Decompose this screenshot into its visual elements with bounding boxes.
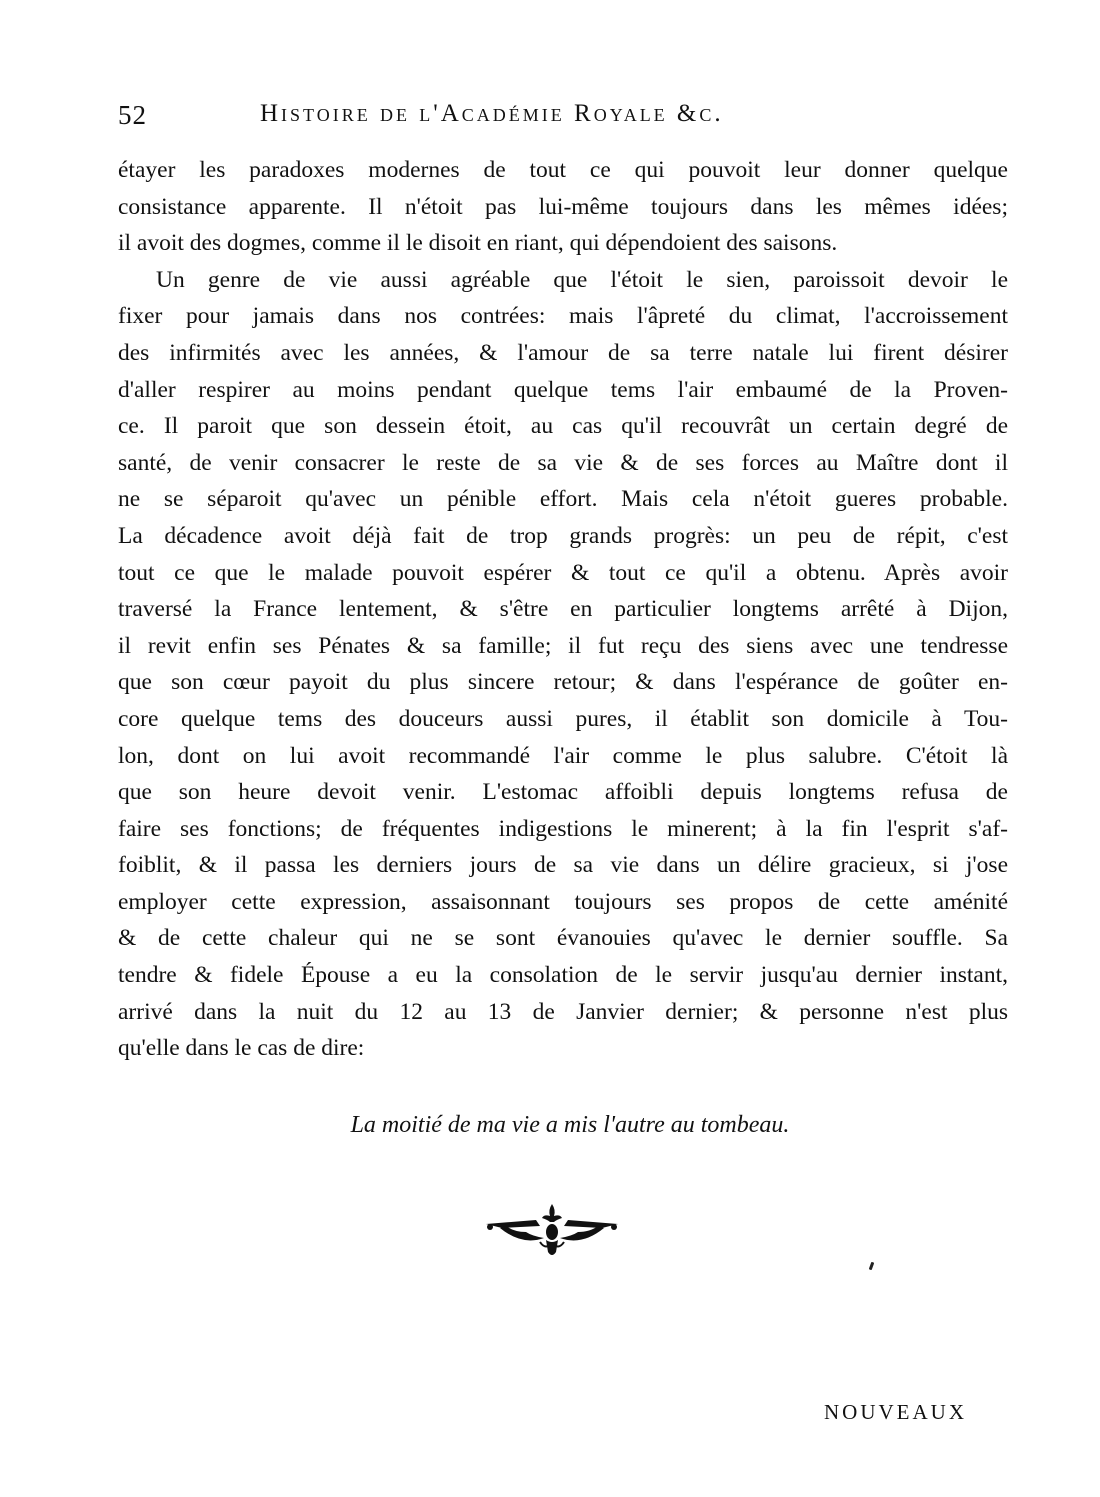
ink-speck: [869, 1262, 875, 1271]
text-line: d'aller respirer au moins pendant quelque tems l'air embaumé de la Proven-: [118, 376, 1008, 403]
text-line: qu'elle dans le cas de dire:: [118, 1035, 365, 1062]
text-line: que son cœur payoit du plus sincere retour; & dans l'espérance de goûter en-: [118, 669, 1008, 696]
text-line: Un genre de vie aussi agréable que l'étoit le sien, paroissoit devoir le: [156, 266, 1008, 293]
page-header: [118, 100, 978, 140]
text-line: traversé la France lentement, & s'être en particulier longtems arrêté à Dijon,: [118, 596, 1008, 623]
text-line: fixer pour jamais dans nos contrées: mais l'âpreté du climat, l'accroissement: [118, 303, 1008, 330]
text-line: il avoit des dogmes, comme il le disoit en riant, qui dépendoient des saisons.: [118, 230, 838, 257]
text-line: tendre & fidele Épouse a eu la consolation de le servir jusqu'au dernier instant,: [118, 962, 1008, 989]
text-line: étayer les paradoxes modernes de tout ce qui pouvoit leur donner quelque: [118, 157, 1008, 183]
catchword: NOUVEAUX: [824, 1400, 967, 1424]
fleuron-ornament-icon: [482, 1202, 622, 1262]
text-line: faire ses fonctions; de fréquentes indigestions le minerent; à la fin l'esprit s'af-: [118, 815, 1008, 842]
text-line: santé, de venir consacrer le reste de sa vie & de ses forces au Maître dont il: [118, 449, 1008, 476]
text-line: employer cette expression, assaisonnant toujours ses propos de cette aménité: [118, 888, 1008, 915]
text-line: ne se séparoit qu'avec un pénible effort. Mais cela n'étoit gueres probable.: [118, 486, 1008, 513]
text-line: & de cette chaleur qui ne se sont évanouies qu'avec le dernier souffle. Sa: [118, 925, 1008, 952]
text-line: ce. Il paroit que son dessein étoit, au cas qu'il recouvrât un certain degré de: [118, 413, 1008, 440]
text-line: des infirmités avec les années, & l'amour de sa terre natale lui firent désirer: [118, 339, 1008, 366]
text-line: arrivé dans la nuit du 12 au 13 de Janvier dernier; & personne n'est plus: [118, 998, 1008, 1025]
text-line: core quelque tems des douceurs aussi pures, il établit son domicile à Tou-: [118, 705, 1008, 732]
text-line: foiblit, & il passa les derniers jours de sa vie dans un délire gracieux, si j'ose: [118, 852, 1008, 879]
text-line: tout ce que le malade pouvoit espérer & tout ce qu'il a obtenu. Après avoir: [118, 559, 1008, 586]
text-line: lon, dont on lui avoit recommandé l'air comme le plus salubre. C'étoit là: [118, 742, 1008, 769]
text-line: consistance apparente. Il n'étoit pas lui-même toujours dans les mêmes idées;: [118, 193, 1008, 220]
text-line: que son heure devoit venir. L'estomac affoibli depuis longtems refusa de: [118, 779, 1008, 806]
text-line: il revit enfin ses Pénates & sa famille; il fut reçu des siens avec une tendresse: [118, 632, 1008, 659]
verse-quotation: La moitié de ma vie a mis l'autre au tombeau.: [350, 1112, 790, 1138]
page-number: 52: [118, 100, 147, 130]
body-text: [118, 152, 1008, 1067]
running-title: Histoire de l'Académie Royale &c.: [260, 100, 724, 127]
text-line: La décadence avoit déjà fait de trop grands progrès: un peu de répit, c'est: [118, 522, 1008, 549]
